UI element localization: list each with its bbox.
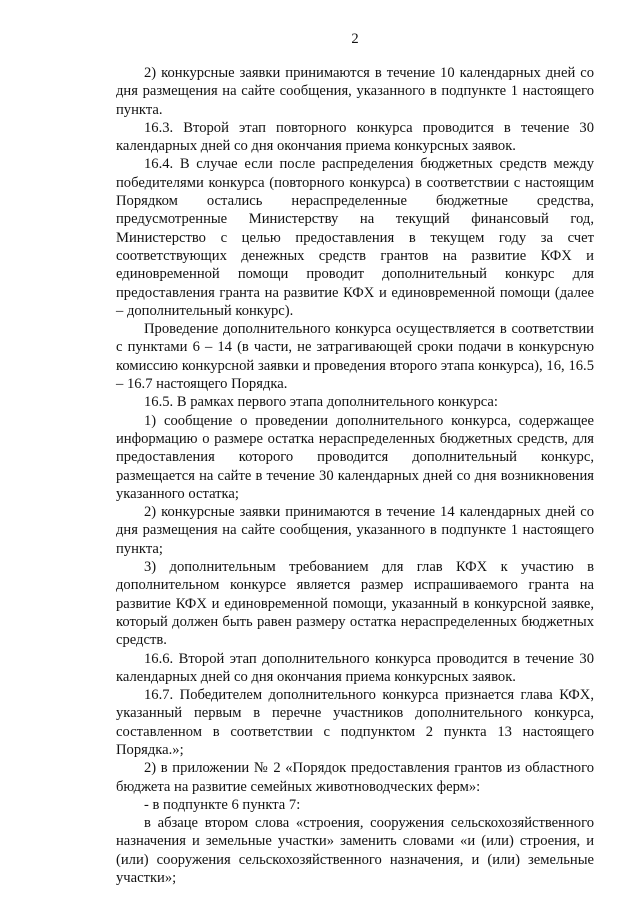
page-number: 2 [351, 31, 359, 47]
paragraph: Проведение дополнительного конкурса осуществляется в соответствии с пунктами 6 – 14 (в части, не затрагивающей сроки подачи в конкурсную комиссию конкурсной заявки и проведения второго этапа конкурса), 16, 16.5 – 16.7 настоящего Порядка. [116, 321, 594, 393]
paragraph: 2) в приложении № 2 «Порядок предоставления грантов из областного бюджета на развитие семейных животноводческих ферм»: [116, 760, 594, 795]
paragraph: 16.3. Второй этап повторного конкурса проводится в течение 30 календарных дней со дня окончания приема конкурсных заявок. [116, 119, 594, 155]
paragraph: 3) дополнительным требованием для глав КФХ к участию в дополнительном конкурсе является размер испрашиваемого гранта на развитие КФХ и единовременной помощи, указанный в конкурсной заявке, который должен быть равен размеру остатка нераспределенных бюджетных средств. [116, 559, 594, 649]
paragraph: 1) сообщение о проведении дополнительного конкурса, содержащее информацию о размере остатка нераспределенных бюджетных средств, для предоставления которого проводится дополнительный конкурс, размещается на сайте в течение 30 календарных дней со дня возникновения указанного остатка; [116, 412, 594, 502]
paragraph: в абзаце втором слова «строения, сооружения сельскохозяйственного назначения и земельные участки» заменить словами «и (или) строения, и (или) сооружения сельскохозяйственного назначения, и (или) земельные участки»; [116, 815, 594, 887]
paragraph: 2) конкурсные заявки принимаются в течение 14 календарных дней со дня размещения на сайте сообщения, указанного в подпункте 1 настоящего пункта; [116, 504, 594, 557]
paragraph: 16.6. Второй этап дополнительного конкурса проводится в течение 30 календарных дней со дня окончания приема конкурсных заявок. [116, 650, 594, 685]
paragraph: 16.5. В рамках первого этапа дополнительного конкурса: [144, 394, 498, 411]
paragraph: 16.4. В случае если после распределения бюджетных средств между победителями конкурса (повторного конкурса) в соответствии с настоящим Порядком остались нераспределенные бюджетные средства, предусмотренные Министерству на текущий финансовый год, Министерство с целью предоставления в текущем году за счет соответствующих денежных средств грантов на развитие КФХ и единовременной помощи проводит дополнительный конкурс для предоставления гранта на развитие КФХ и единовременной помощи (далее – дополнительный конкурс). [116, 156, 594, 319]
paragraph: 16.7. Победителем дополнительного конкурса признается глава КФХ, указанный первым в перечне участников дополнительного конкурса, составленном в соответствии с подпунктом 2 пункта 13 настоящего Порядка.»; [116, 687, 594, 758]
paragraph: 2) конкурсные заявки принимаются в течение 10 календарных дней со дня размещения на сайте сообщения, указанного в подпункте 1 настоящего пункта. [116, 65, 594, 118]
paragraph: - в подпункте 6 пункта 7: [144, 796, 301, 813]
